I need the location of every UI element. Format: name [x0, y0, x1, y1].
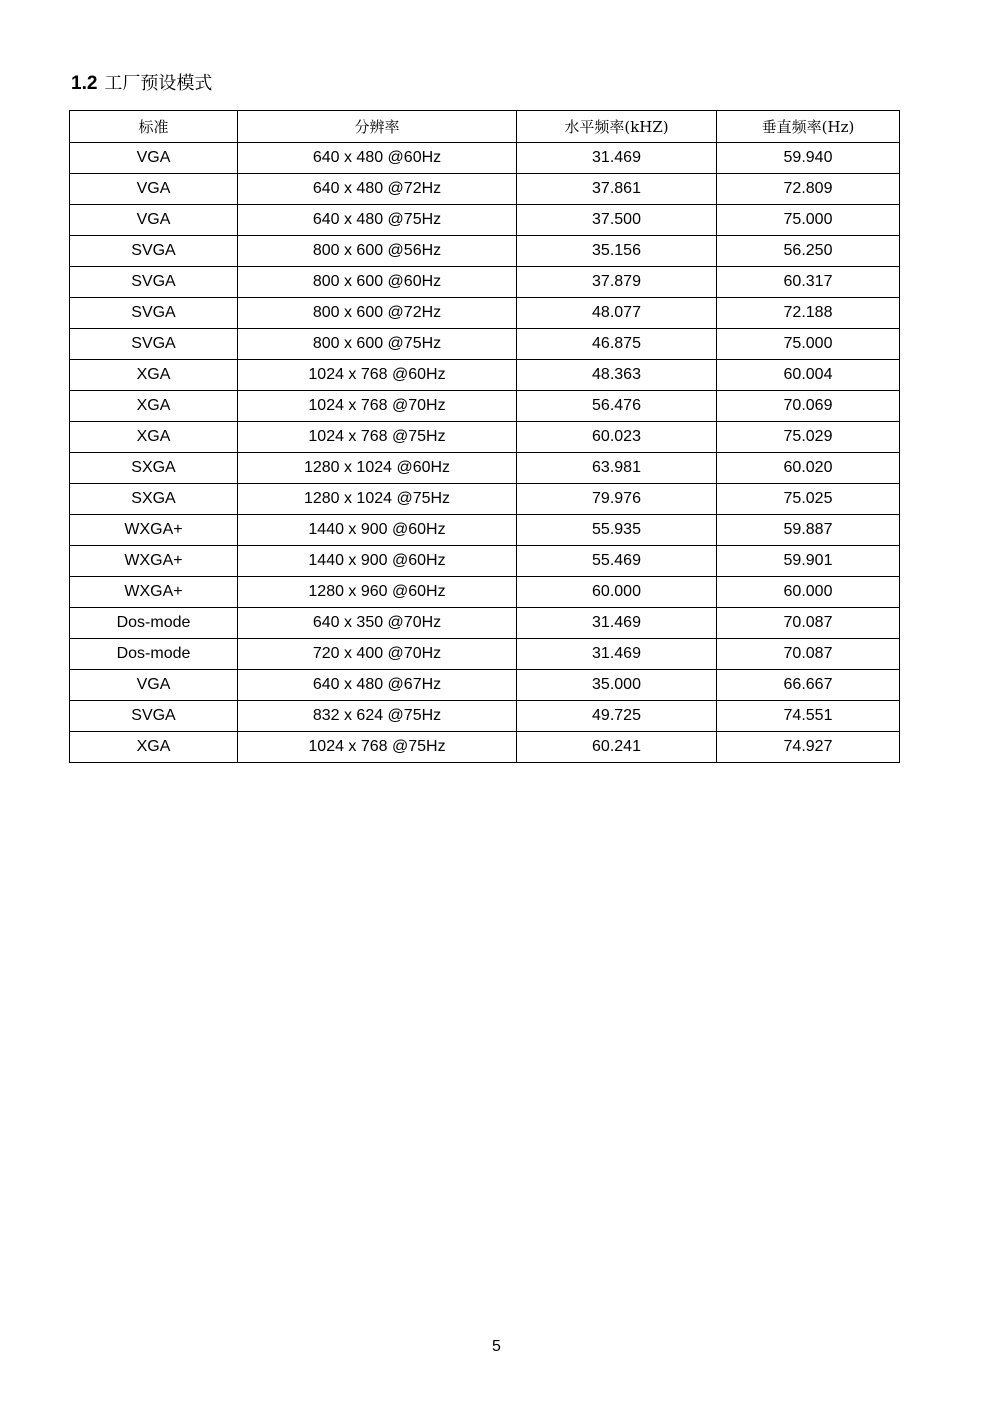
cell-resolution: 1440 x 900 @60Hz: [238, 515, 517, 546]
cell-horizontal-frequency: 63.981: [517, 453, 717, 484]
cell-vertical-frequency: 70.087: [717, 608, 900, 639]
cell-resolution: 640 x 350 @70Hz: [238, 608, 517, 639]
table-row: [70, 236, 900, 267]
cell-standard: WXGA+: [70, 577, 238, 608]
cell-horizontal-frequency: 60.023: [517, 422, 717, 453]
table-row: [70, 422, 900, 453]
cell-resolution: 1280 x 1024 @60Hz: [238, 453, 517, 484]
header-vertical-frequency: 垂直频率(Hz): [717, 111, 900, 143]
table-row: [70, 143, 900, 174]
table-row: [70, 701, 900, 732]
cell-vertical-frequency: 60.020: [717, 453, 900, 484]
cell-horizontal-frequency: 79.976: [517, 484, 717, 515]
cell-horizontal-frequency: 55.469: [517, 546, 717, 577]
cell-resolution: 1024 x 768 @75Hz: [238, 732, 517, 763]
cell-resolution: 1024 x 768 @75Hz: [238, 422, 517, 453]
cell-vertical-frequency: 72.188: [717, 298, 900, 329]
cell-resolution: 1280 x 1024 @75Hz: [238, 484, 517, 515]
cell-horizontal-frequency: 37.500: [517, 205, 717, 236]
cell-horizontal-frequency: 48.077: [517, 298, 717, 329]
cell-standard: SXGA: [70, 484, 238, 515]
cell-standard: XGA: [70, 391, 238, 422]
cell-resolution: 800 x 600 @75Hz: [238, 329, 517, 360]
cell-vertical-frequency: 75.000: [717, 329, 900, 360]
cell-standard: SVGA: [70, 267, 238, 298]
table-row: [70, 205, 900, 236]
table-row: [70, 577, 900, 608]
cell-horizontal-frequency: 46.875: [517, 329, 717, 360]
cell-standard: SVGA: [70, 701, 238, 732]
cell-standard: SXGA: [70, 453, 238, 484]
cell-vertical-frequency: 66.667: [717, 670, 900, 701]
cell-resolution: 1024 x 768 @60Hz: [238, 360, 517, 391]
cell-standard: SVGA: [70, 329, 238, 360]
cell-standard: WXGA+: [70, 515, 238, 546]
cell-vertical-frequency: 59.901: [717, 546, 900, 577]
cell-standard: SVGA: [70, 236, 238, 267]
cell-vertical-frequency: 70.069: [717, 391, 900, 422]
cell-standard: XGA: [70, 360, 238, 391]
table-row: [70, 360, 900, 391]
table-row: [70, 608, 900, 639]
table-row: [70, 298, 900, 329]
cell-horizontal-frequency: 35.000: [517, 670, 717, 701]
cell-resolution: 1024 x 768 @70Hz: [238, 391, 517, 422]
cell-standard: VGA: [70, 143, 238, 174]
table-row: [70, 732, 900, 763]
table-row: [70, 546, 900, 577]
cell-vertical-frequency: 75.025: [717, 484, 900, 515]
cell-vertical-frequency: 72.809: [717, 174, 900, 205]
cell-vertical-frequency: 59.940: [717, 143, 900, 174]
cell-vertical-frequency: 59.887: [717, 515, 900, 546]
header-resolution: 分辨率: [238, 111, 517, 143]
cell-horizontal-frequency: 60.000: [517, 577, 717, 608]
cell-horizontal-frequency: 37.879: [517, 267, 717, 298]
cell-horizontal-frequency: 37.861: [517, 174, 717, 205]
cell-horizontal-frequency: 31.469: [517, 639, 717, 670]
cell-resolution: 1440 x 900 @60Hz: [238, 546, 517, 577]
cell-horizontal-frequency: 55.935: [517, 515, 717, 546]
table-header-row: [70, 111, 900, 143]
cell-vertical-frequency: 75.000: [717, 205, 900, 236]
cell-vertical-frequency: 56.250: [717, 236, 900, 267]
cell-standard: VGA: [70, 205, 238, 236]
cell-vertical-frequency: 60.317: [717, 267, 900, 298]
section-heading: [71, 71, 212, 97]
cell-vertical-frequency: 74.927: [717, 732, 900, 763]
table-row: [70, 267, 900, 298]
section-number: 1.2: [71, 73, 98, 94]
cell-standard: VGA: [70, 174, 238, 205]
cell-resolution: 832 x 624 @75Hz: [238, 701, 517, 732]
cell-standard: Dos-mode: [70, 639, 238, 670]
table-row: [70, 670, 900, 701]
cell-horizontal-frequency: 49.725: [517, 701, 717, 732]
table-row: [70, 639, 900, 670]
cell-resolution: 800 x 600 @72Hz: [238, 298, 517, 329]
header-horizontal-frequency: 水平频率(kHZ): [517, 111, 717, 143]
cell-vertical-frequency: 60.004: [717, 360, 900, 391]
cell-horizontal-frequency: 56.476: [517, 391, 717, 422]
table-row: [70, 484, 900, 515]
preset-modes-table: [69, 110, 900, 763]
cell-standard: SVGA: [70, 298, 238, 329]
cell-vertical-frequency: 74.551: [717, 701, 900, 732]
page-number: 5: [492, 1338, 501, 1355]
cell-resolution: 1280 x 960 @60Hz: [238, 577, 517, 608]
table-body: [70, 143, 900, 763]
table-row: [70, 174, 900, 205]
cell-horizontal-frequency: 35.156: [517, 236, 717, 267]
cell-horizontal-frequency: 31.469: [517, 608, 717, 639]
cell-resolution: 640 x 480 @67Hz: [238, 670, 517, 701]
cell-standard: Dos-mode: [70, 608, 238, 639]
cell-resolution: 800 x 600 @56Hz: [238, 236, 517, 267]
section-title: 工厂预设模式: [104, 73, 213, 94]
cell-resolution: 640 x 480 @75Hz: [238, 205, 517, 236]
table-row: [70, 391, 900, 422]
cell-horizontal-frequency: 31.469: [517, 143, 717, 174]
cell-standard: WXGA+: [70, 546, 238, 577]
cell-standard: VGA: [70, 670, 238, 701]
table-row: [70, 329, 900, 360]
cell-resolution: 720 x 400 @70Hz: [238, 639, 517, 670]
cell-vertical-frequency: 60.000: [717, 577, 900, 608]
table-row: [70, 453, 900, 484]
cell-resolution: 640 x 480 @60Hz: [238, 143, 517, 174]
cell-standard: XGA: [70, 732, 238, 763]
cell-horizontal-frequency: 60.241: [517, 732, 717, 763]
cell-vertical-frequency: 70.087: [717, 639, 900, 670]
table-row: [70, 515, 900, 546]
header-standard: 标准: [70, 111, 238, 143]
cell-horizontal-frequency: 48.363: [517, 360, 717, 391]
cell-resolution: 640 x 480 @72Hz: [238, 174, 517, 205]
cell-standard: XGA: [70, 422, 238, 453]
cell-vertical-frequency: 75.029: [717, 422, 900, 453]
cell-resolution: 800 x 600 @60Hz: [238, 267, 517, 298]
